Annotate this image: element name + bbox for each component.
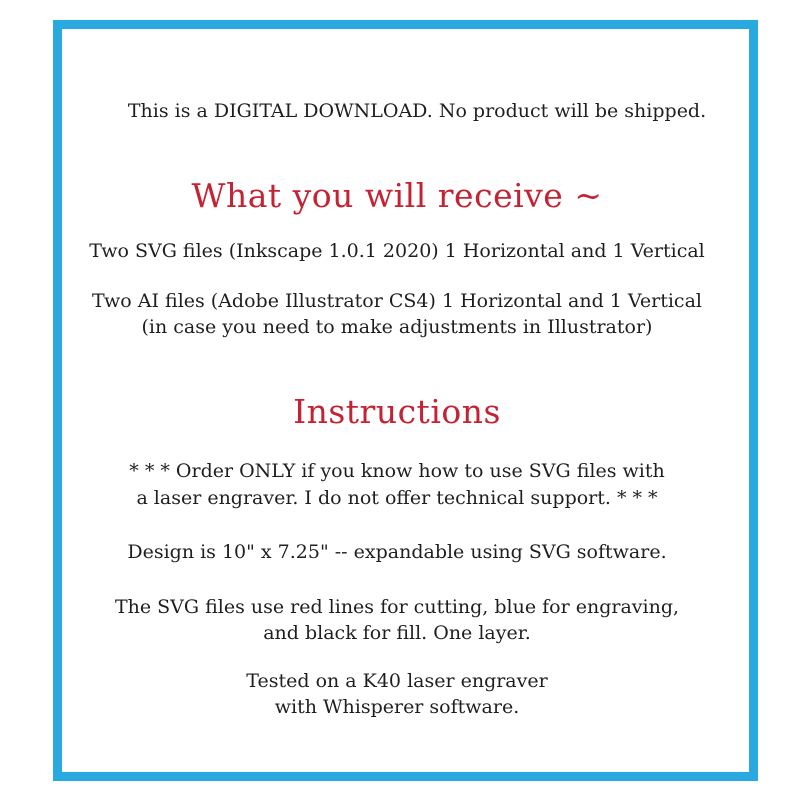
- receive-heading: What you will receive ~: [191, 176, 603, 215]
- tested-line-2: with Whisperer software.: [274, 696, 520, 718]
- ai-files-line: Two AI files (Adobe Illustrator CS4) 1 Horizontal and 1 Vertical: [92, 290, 702, 312]
- order-warning-line-2: a laser engraver. I do not offer technical support. * * *: [136, 487, 658, 509]
- design-size-line: Design is 10" x 7.25" -- expandable using SVG software.: [127, 541, 667, 563]
- digital-download-notice: This is a DIGITAL DOWNLOAD. No product will be shipped.: [127, 100, 707, 122]
- line-colors-line-2: and black for fill. One layer.: [263, 622, 531, 644]
- svg-files-line: Two SVG files (Inkscape 1.0.1 2020) 1 Horizontal and 1 Vertical: [89, 240, 705, 262]
- line-colors-line-1: The SVG files use red lines for cutting, blue for engraving,: [114, 596, 680, 618]
- instructions-heading: Instructions: [293, 392, 501, 431]
- ai-files-note: (in case you need to make adjustments in Illustrator): [141, 316, 653, 338]
- order-warning-line-1: * * * Order ONLY if you know how to use SVG files with: [129, 460, 665, 482]
- tested-line-1: Tested on a K40 laser engraver: [246, 670, 548, 692]
